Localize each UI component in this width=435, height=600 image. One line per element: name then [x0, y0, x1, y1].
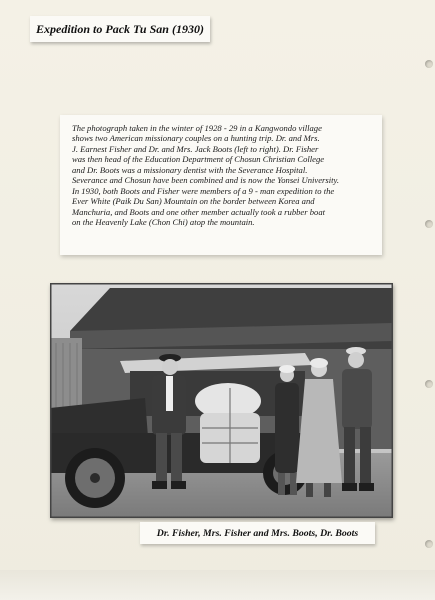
page-bottom-edge — [0, 570, 435, 600]
caption-line: Manchuria, and Boots and one other member actually took a rubber boat — [72, 206, 326, 217]
binder-holes — [423, 40, 433, 560]
caption-line: Ever White (Paik Du San) Mountain on the border between Korea and — [72, 196, 315, 207]
caption-line: J. Earnest Fisher and Dr. and Mrs. Jack Boots (left to right). Dr. Fisher — [72, 143, 319, 154]
photo-illustration — [50, 283, 393, 518]
caption-line: on the Heavenly Lake (Chon Chi) atop the mountain. — [72, 217, 255, 228]
caption-line: was then head of the Education Department of Chosun Christian College — [72, 154, 325, 165]
page-title: Expedition to Pack Tu San (1930) — [30, 16, 210, 42]
description-text — [60, 115, 382, 255]
historical-photograph — [50, 283, 393, 518]
caption-line: shows two American missionary couples on a hunting trip. Dr. and Mrs. — [72, 133, 320, 144]
caption-line: Severance and Chosun have been combined and is now the Yonsei University. — [72, 175, 339, 186]
caption-line: The photograph taken in the winter of 1928 - 29 in a Kangwondo village — [72, 123, 322, 133]
photo-caption: Dr. Fisher, Mrs. Fisher and Mrs. Boots, Dr. Boots — [140, 522, 375, 544]
caption-line: and Dr. Boots was a missionary dentist with the Severance Hospital. — [72, 164, 308, 175]
caption-line: In 1930, both Boots and Fisher were members of a 9 - man expedition to the — [72, 185, 335, 196]
